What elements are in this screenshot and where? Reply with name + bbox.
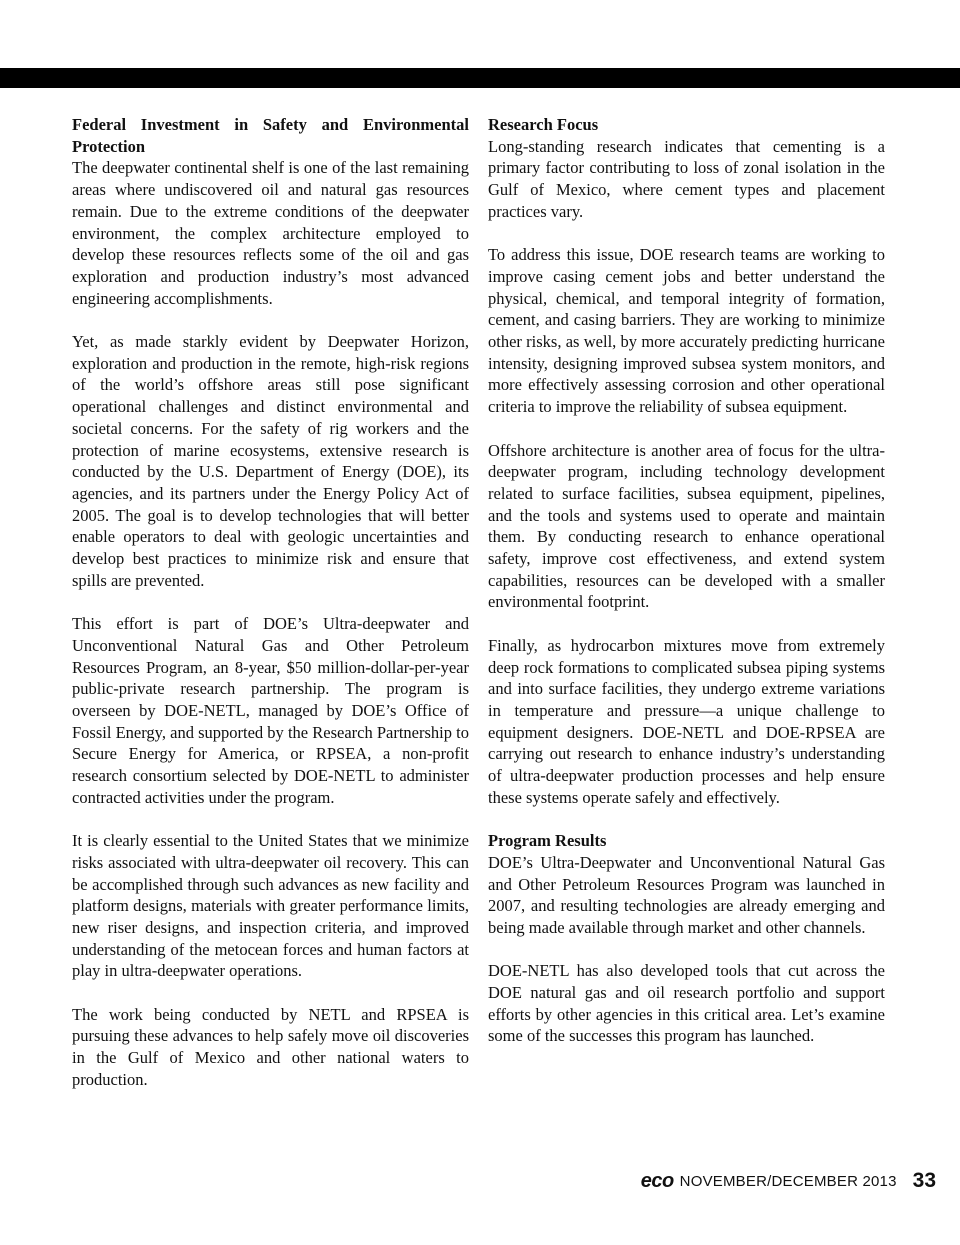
paragraph: Finally, as hydrocarbon mixtures move from extremely deep rock formations to complicated subsea piping systems and into surface facilities, they undergo extreme variations in temperature and pressure—a unique challenge to equipment designers. DOE-NETL and DOE-RPSEA are carrying out research to enhance industry’s understanding of ultra-deepwater production processes and help ensure these systems operate safely and effectively. [488, 635, 885, 807]
page-footer [641, 1166, 936, 1196]
paragraph: This effort is part of DOE’s Ultra-deepwater and Unconventional Natural Gas and Other Petroleum Resources Program, an 8-year, $50 million-dollar-per-year public-private research partnership. The program is overseen by DOE-NETL, managed by DOE’s Office of Fossil Energy, and supported by the Research Partnership to Secure Energy for America, or RPSEA, a non-profit research consortium selected by DOE-NETL to administer contracted activities under the program. [72, 614, 469, 807]
paragraph: The work being conducted by NETL and RPSEA is pursuing these advances to help safely move oil discoveries in the Gulf of Mexico and other national waters to production. [72, 1004, 469, 1089]
page-number: 33 [912, 1169, 936, 1192]
right-column [488, 114, 885, 1069]
paragraph: DOE’s Ultra-Deepwater and Unconventional Natural Gas and Other Petroleum Resources Program was launched in 2007, and resulting technologies are already emerging and being made available through market and other channels. [488, 852, 885, 937]
paragraph: To address this issue, DOE research teams are working to improve casing cement jobs and better understand the physical, chemical, and temporal integrity of formation, cement, and casing barriers. They are working to minimize other risks, as well, by more accurately predicting hurricane intensity, designing improved subsea system monitors, and more effectively assessing corrosion and other operational criteria to improve the reliability of subsea equipment. [488, 245, 885, 417]
paragraph: DOE-NETL has also developed tools that cut across the DOE natural gas and oil research portfolio and support efforts by other agencies in this critical area. Let’s examine some of the successes this program has launched. [488, 961, 885, 1046]
paragraph: The deepwater continental shelf is one of the last remaining areas where undiscovered oil and natural gas resources remain. Due to the extreme conditions of the deepwater environment, the complex architecture employed to develop these resources reflects some of the oil and gas exploration and production industry’s most advanced engineering accomplishments. [72, 158, 469, 308]
magazine-logo: eco [640, 1169, 674, 1192]
paragraph: Long-standing research indicates that cementing is a primary factor contributing to loss of zonal isolation in the Gulf of Mexico, where cement types and placement practices vary. [488, 136, 885, 221]
issue-date: NOVEMBER/DECEMBER 2013 [679, 1172, 897, 1190]
paragraph: Offshore architecture is another area of focus for the ultra-deepwater program, including technology development related to surface facilities, subsea equipment, pipelines, and the tools and systems used to operate and maintain them. By conducting research to enhance operational safety, improve cost effectiveness, and extend system capabilities, resources can be developed with a smaller environmental footprint. [488, 440, 885, 612]
paragraph: Yet, as made starkly evident by Deepwater Horizon, exploration and production in the remote, high-risk regions of the world’s offshore areas still pose significant operational challenges and distinct environmental and societal concerns. For the safety of rig workers and the protection of marine ecosystems, extensive research is conducted by the U.S. Department of Energy (DOE), its agencies, and its partners under the Energy Policy Act of 2005. The goal is to develop technologies that will better enable operators to deal with geologic uncertainties and develop best practices to minimize risk and ensure that spills are prevented. [72, 332, 469, 590]
left-column [72, 114, 469, 1112]
paragraph: It is clearly essential to the United States that we minimize risks associated with ultra-deepwater oil recovery. This can be accomplished through such advances as new facility and platform designs, materials with greater performance limits, new riser designs, and inspection criteria, and improved understanding of the metocean forces and human factors at play in ultra-deepwater operations. [72, 831, 469, 981]
section-heading-federal-investment: Federal Investment in Safety and Environmental Protection [72, 115, 469, 156]
section-heading-program-results: Program Results [488, 831, 607, 851]
header-bar [0, 68, 960, 88]
section-heading-research-focus: Research Focus [488, 115, 599, 134]
